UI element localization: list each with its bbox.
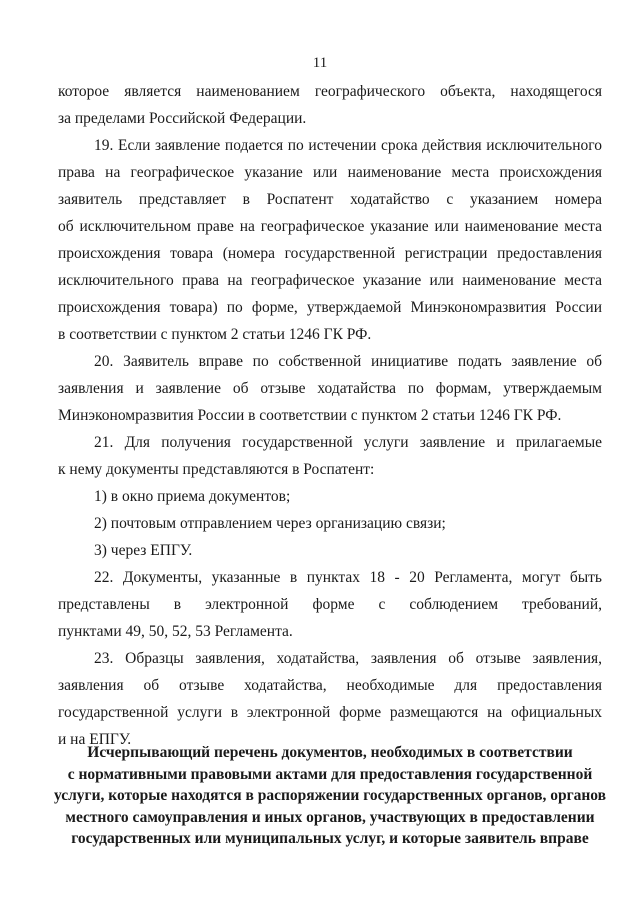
- text-line: представлены в электронной форме с соблюдением требований,: [58, 596, 602, 613]
- heading-line: Исчерпывающий перечень документов, необходимых в соответствии: [87, 744, 573, 761]
- text-line: 2) почтовым отправлением через организацию связи;: [94, 515, 446, 532]
- text-line: заявления и заявление об отзыве ходатайства по формам, утверждаемым: [58, 380, 602, 397]
- text-line: пунктами 49, 50, 52, 53 Регламента.: [58, 623, 293, 640]
- heading-line: услуги, которые находятся в распоряжении государственных органов, органов: [53, 787, 607, 804]
- text-line: права на географическое указание или наименование места происхождения: [58, 164, 602, 181]
- text-line: происхождения товара) по форме, утверждаемой Минэкономразвития России: [58, 299, 602, 316]
- text-line: 22. Документы, указанные в пунктах 18 - 20 Регламента, могут быть: [94, 569, 602, 586]
- text-line: в соответствии с пунктом 2 статьи 1246 ГК РФ.: [58, 326, 372, 343]
- text-line: об исключительном праве на географическое указание или наименование места: [58, 218, 602, 235]
- text-line: 1) в окно приема документов;: [94, 488, 291, 505]
- body-text: [58, 78, 602, 753]
- text-line: 23. Образцы заявления, ходатайства, заявления об отзыве заявления,: [94, 650, 602, 667]
- text-line: исключительного права на географическое указание или наименование места: [58, 272, 602, 289]
- text-line: происхождения товара (номера государственной регистрации предоставления: [58, 245, 602, 262]
- text-line: заявления об отзыве ходатайства, необходимые для предоставления: [58, 677, 602, 694]
- heading-line: государственных или муниципальных услуг, и которые заявитель вправе: [71, 830, 589, 847]
- text-line: 20. Заявитель вправе по собственной инициативе подать заявление об: [94, 353, 602, 370]
- heading-line: с нормативными правовыми актами для предоставления государственной: [67, 765, 593, 783]
- page-number: 11: [312, 55, 328, 71]
- text-line: 21. Для получения государственной услуги заявление и прилагаемые: [94, 434, 602, 451]
- section-heading: [40, 742, 620, 850]
- heading-line: местного самоуправления и иных органов, участвующих в предоставлении: [65, 808, 595, 826]
- text-line: Минэкономразвития России в соответствии с пунктом 2 статьи 1246 ГК РФ.: [58, 407, 562, 424]
- text-line: и на ЕПГУ.: [58, 731, 132, 748]
- text-line: к нему документы представляются в Роспатент:: [58, 461, 375, 478]
- text-line: за пределами Российской Федерации.: [58, 110, 307, 127]
- text-line: государственной услуги в электронной форме размещаются на официальных: [58, 704, 602, 721]
- text-line: которое является наименованием географического объекта, находящегося: [58, 83, 602, 100]
- text-line: 19. Если заявление подается по истечении срока действия исключительного: [94, 137, 602, 154]
- text-line: 3) через ЕПГУ.: [94, 542, 193, 559]
- text-line: заявитель представляет в Роспатент ходатайство с указанием номера: [58, 191, 602, 208]
